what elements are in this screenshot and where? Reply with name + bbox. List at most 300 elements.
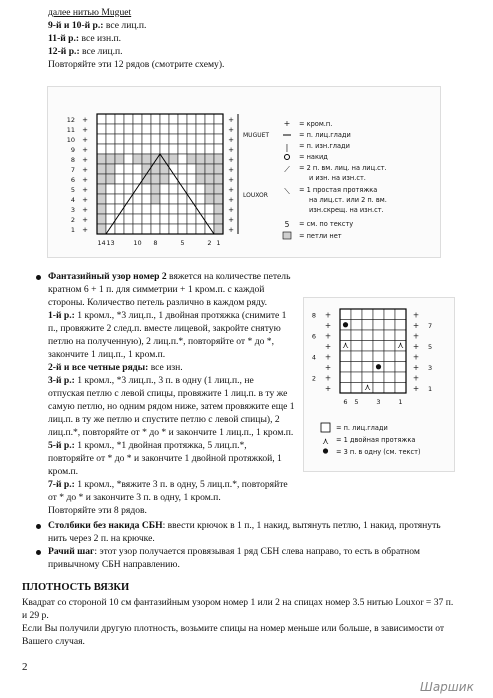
chart1-cell	[214, 144, 223, 154]
chart2-legend-text: = 3 п. в одну (см. текст)	[336, 448, 421, 456]
chart1-legend-text: = 1 простая протяжка	[299, 186, 378, 194]
chart1-row-number: 1	[70, 226, 75, 234]
chart1-cell	[178, 194, 187, 204]
crab-stitch-note: Рачий шаг: этот узор получается провязывая 1 ряд СБН слева направо, то есть в обратном	[48, 546, 420, 557]
pattern2-text-line: п., провяжите 2 след.п. вместе лицевой, закройте снятую	[48, 323, 281, 334]
chart1-cell	[142, 154, 151, 164]
chart2-cell	[373, 372, 384, 383]
chart1-legend-text: и изн. на изн.ст.	[309, 174, 366, 182]
chart1-legend-symbol-no-stitch	[283, 232, 291, 239]
chart1-label-louxor: LOUXOR	[243, 192, 268, 199]
chart2-cell	[340, 351, 351, 362]
chart1-cell	[178, 144, 187, 154]
chart1-legend-text: = 2 п. вм. лиц. на лиц.ст.	[299, 164, 387, 172]
chart1-legend-text: изн.скрещ. на изн.ст.	[309, 206, 384, 214]
chart2-legend-text: = 1 двойная протяжка	[336, 436, 416, 444]
chart1-cell	[187, 214, 196, 224]
chart2-cell	[373, 383, 384, 394]
chart2-edge-mark: +	[412, 341, 420, 351]
chart1-cell	[169, 114, 178, 124]
chart2-edge-mark: +	[324, 310, 332, 320]
chart1-cell	[151, 224, 160, 234]
chart2-legend-symbol-3in1	[323, 448, 328, 453]
chart1-cell	[151, 204, 160, 214]
chart1-legend-symbol-k2tog: ⟋	[284, 165, 290, 174]
chart2-edge-mark: +	[412, 320, 420, 330]
chart1-row-number: 4	[70, 196, 75, 204]
pattern2-text-line: от * до * и закончите 3 п. в одну, 1 кром.п.	[48, 492, 221, 503]
pattern2-text-line: отпуская петлю с левой спицы, провяжите 1 лиц.п. в ту же	[48, 388, 288, 399]
pattern2-row3: 3-й р.: 1 кромл., *3 лиц.п., 3 п. в одну (1 лиц.п., не	[48, 375, 254, 386]
chart1-cell	[106, 204, 115, 214]
chart1-edge-mark: +	[82, 176, 88, 184]
chart1-edge-mark: +	[82, 196, 88, 204]
chart1-cell	[178, 154, 187, 164]
chart1-cell	[97, 144, 106, 154]
pattern2-intro: Фантазийный узор номер 2 вяжется на количестве петель	[48, 271, 291, 282]
chart1-row-number: 10	[66, 136, 75, 144]
chart1-cell	[151, 184, 160, 194]
intro-row-9-10: 9-й и 10-й р.: все лиц.п.	[48, 20, 147, 31]
gauge-text-line: Вашего случая.	[22, 636, 85, 647]
intro-repeat-note: Повторяйте эти 12 рядов (смотрите схему).	[48, 59, 225, 70]
chart1-label-muguet: MUGUET	[243, 132, 270, 139]
chart2-cell	[384, 372, 395, 383]
pattern2-text-line: лиц.п. в ту же петлю и спустите петлю с левой спицы), 2	[48, 414, 280, 425]
chart1-cell	[214, 214, 223, 224]
chart1-cell	[214, 184, 223, 194]
chart2-mark-3in1	[376, 364, 381, 369]
pattern2-text-line: петлю на полученную), 2 лиц.п.*, повторяйте от * до *,	[48, 336, 274, 347]
chart2-cell	[351, 341, 362, 352]
chart1-cell	[97, 154, 106, 164]
chart2-cell	[395, 330, 406, 341]
chart2-edge-mark: +	[324, 383, 332, 393]
chart1-cell	[106, 114, 115, 124]
chart1-cell	[205, 124, 214, 134]
chart1-cell	[214, 114, 223, 124]
chart1-cell	[214, 194, 223, 204]
chart1-cell	[124, 114, 133, 124]
chart1-cell	[97, 204, 106, 214]
chart1-cell	[169, 194, 178, 204]
chart2-cell	[362, 330, 373, 341]
chart1-cell	[142, 214, 151, 224]
chart1-cell	[133, 124, 142, 134]
chart2-cell	[362, 362, 373, 373]
chart1-cell	[196, 174, 205, 184]
chart2-edge-mark: +	[324, 373, 332, 383]
chart1-cell	[214, 124, 223, 134]
chart1-legend-text: на лиц.ст. или 2 п. вм.	[309, 196, 387, 204]
chart1-cell	[160, 184, 169, 194]
chart1-edge-mark: +	[228, 116, 234, 124]
chart1-cell	[214, 224, 223, 234]
chart1-edge-mark: +	[228, 206, 234, 214]
chart1-edge-mark: +	[228, 166, 234, 174]
page-number: 2	[22, 661, 28, 673]
pattern2-text-line: лиц.п.*, повторяйте от * до * и закончите 1 лиц.п., 1 кром.п.	[48, 427, 294, 438]
chart2-cell	[373, 341, 384, 352]
chart1-cell	[97, 214, 106, 224]
pattern2-row7: 7-й р.: 1 кромл., *вяжите 3 п. в одну, 5 лиц.п.*, повторяйте	[48, 479, 288, 490]
chart1-cell	[142, 114, 151, 124]
chart1-cell	[97, 164, 106, 174]
chart1-cell	[187, 154, 196, 164]
chart1-cell	[151, 114, 160, 124]
chart1-legend-symbol-edge: +	[283, 119, 291, 128]
chart1-legend-text: = петли нет	[299, 232, 342, 240]
chart1-cell	[178, 124, 187, 134]
chart1-cell	[160, 214, 169, 224]
chart1-cell	[142, 144, 151, 154]
chart2-cell	[351, 351, 362, 362]
chart1-row-number: 6	[70, 176, 75, 184]
chart1-edge-mark: +	[82, 146, 88, 154]
intro-row-12: 12-й р.: все лиц.п.	[48, 46, 123, 57]
chart2-cell	[362, 341, 373, 352]
chart1-cell	[187, 224, 196, 234]
chart1-cell	[196, 134, 205, 144]
chart2-row-number: 8	[311, 311, 316, 320]
gauge-text-line: Квадрат со стороной 10 см фантазийным узором номер 1 или 2 на спицах номер 3.5 нитью Louxor = 37 п.	[22, 597, 454, 608]
chart1-cell	[115, 174, 124, 184]
chart1-cell	[124, 224, 133, 234]
chart1-cell	[169, 184, 178, 194]
chart2-cell	[395, 383, 406, 394]
chart2-row-number: 5	[428, 342, 433, 351]
chart1-col-number: 8	[153, 239, 158, 247]
chart2-row-number: 1	[428, 384, 433, 393]
chart2-mark-3in1	[343, 322, 348, 327]
chart1-cell	[187, 184, 196, 194]
pattern2-even-rows: 2-й и все четные ряды: все изн.	[48, 362, 183, 373]
chart1-row-number: 8	[70, 156, 75, 164]
chart1-cell	[133, 214, 142, 224]
chart1-cell	[169, 214, 178, 224]
chart1-cell	[205, 114, 214, 124]
chart2-row-number: 3	[428, 363, 433, 372]
chart1-cell	[196, 124, 205, 134]
chart1-cell	[160, 204, 169, 214]
chart2-row-number: 7	[428, 321, 433, 330]
chart1-edge-mark: +	[228, 216, 234, 224]
chart1-cell	[196, 114, 205, 124]
chart1-edge-mark: +	[82, 126, 88, 134]
chart1-cell	[142, 224, 151, 234]
chart2-cell	[373, 320, 384, 331]
chart2-cell	[384, 320, 395, 331]
chart1-row-number: 9	[70, 146, 75, 154]
chart2-cell	[395, 309, 406, 320]
bullet	[36, 524, 41, 529]
chart1-cell	[142, 204, 151, 214]
single-crochet-note: Столбики без накида СБН: ввести крючок в 1 п., 1 накид, вытянуть петлю, 1 накид, протянуть	[48, 520, 441, 531]
chart2-legend-symbol-knit	[321, 423, 330, 432]
chart1-edge-mark: +	[228, 176, 234, 184]
chart1-cell	[115, 224, 124, 234]
chart2-col-number: 5	[354, 398, 359, 406]
chart1-cell	[124, 164, 133, 174]
chart1-cell	[106, 154, 115, 164]
chart1-cell	[187, 144, 196, 154]
pattern2-repeat-note: Повторяйте эти 8 рядов.	[48, 505, 147, 516]
pattern2-text-line: кратном 6 + 1 п. для симметрии + 1 кром.п. с каждой	[48, 284, 265, 295]
chart1-legend-text: = кром.п.	[299, 120, 333, 128]
gauge-heading: ПЛОТНОСТЬ ВЯЗКИ	[22, 582, 130, 593]
chart2-cell	[373, 351, 384, 362]
chart1-col-number: 14	[97, 239, 106, 247]
chart1-col-number: 5	[180, 239, 185, 247]
chart1-cell	[214, 164, 223, 174]
chart1-cell	[97, 114, 106, 124]
chart1-cell	[205, 184, 214, 194]
chart2-cell	[362, 351, 373, 362]
chart1-cell	[169, 154, 178, 164]
chart1-cell	[160, 194, 169, 204]
chart1-cell	[115, 184, 124, 194]
chart2-cell	[395, 372, 406, 383]
chart1-cell	[97, 174, 106, 184]
pattern2-text-line: закончите 1 лиц.п., 1 кром.п.	[48, 349, 166, 360]
chart1-cell	[160, 224, 169, 234]
chart1-cell	[187, 114, 196, 124]
gauge-text-line: и 29 р.	[22, 610, 49, 621]
chart1-cell	[115, 154, 124, 164]
chart1-cell	[196, 184, 205, 194]
chart2-cell	[384, 351, 395, 362]
chart2-edge-mark: +	[324, 320, 332, 330]
chart2-row-number: 2	[311, 374, 316, 383]
chart2-col-number: 3	[376, 398, 381, 406]
chart2-col-number: 1	[398, 398, 403, 406]
chart2-cell	[395, 362, 406, 373]
chart1-cell	[115, 164, 124, 174]
bullet	[36, 550, 41, 555]
chart1-cell	[151, 174, 160, 184]
bullet	[36, 275, 41, 280]
chart1-cell	[115, 144, 124, 154]
chart1-cell	[133, 144, 142, 154]
chart1-col-number: 10	[133, 239, 142, 247]
chart2-cell	[384, 330, 395, 341]
intro-row-11: 11-й р.: все изн.п.	[48, 33, 122, 44]
chart1-cell	[115, 114, 124, 124]
chart2-cell	[340, 309, 351, 320]
pattern2-text-line: кром.п.	[48, 466, 79, 477]
chart1-cell	[133, 194, 142, 204]
chart1-edge-mark: +	[82, 216, 88, 224]
chart2-mark-dbl-dec: ⋏	[397, 340, 404, 351]
chart1-row-number: 11	[66, 126, 75, 134]
chart1-edge-mark: +	[82, 186, 88, 194]
chart1-cell	[124, 124, 133, 134]
chart2-edge-mark: +	[412, 383, 420, 393]
chart1-cell	[151, 124, 160, 134]
chart1-cell	[196, 144, 205, 154]
chart1-edge-mark: +	[82, 226, 88, 234]
chart1-edge-mark: +	[82, 156, 88, 164]
chart1-cell	[133, 164, 142, 174]
chart2-edge-mark: +	[412, 362, 420, 372]
chart1-cell	[214, 154, 223, 164]
chart1-cell	[160, 174, 169, 184]
chart2-cell	[351, 372, 362, 383]
chart2-cell	[351, 309, 362, 320]
chart1-cell	[97, 224, 106, 234]
chart1-cell	[160, 144, 169, 154]
chart1-cell	[133, 114, 142, 124]
chart1-legend-symbol-yo	[285, 155, 290, 160]
chart2-cell	[384, 341, 395, 352]
pattern2-text-line: стороны. Количество петель различно в каждом ряду.	[48, 297, 267, 308]
chart2-edge-mark: +	[412, 310, 420, 320]
chart1-cell	[187, 164, 196, 174]
chart1-cell	[169, 134, 178, 144]
chart1-edge-mark: +	[228, 196, 234, 204]
chart1-cell	[214, 174, 223, 184]
chart1-cell	[115, 134, 124, 144]
chart1-cell	[115, 194, 124, 204]
chart1-legend-symbol-skp: ⟍	[284, 187, 290, 196]
chart1-edge-mark: +	[82, 166, 88, 174]
chart1-cell	[196, 224, 205, 234]
chart2-cell	[362, 320, 373, 331]
chart1-cell	[151, 194, 160, 204]
chart1-cell	[151, 214, 160, 224]
chart1-cell	[160, 114, 169, 124]
chart1-cell	[178, 114, 187, 124]
single-crochet-note-line: нить через 2 п. на крючке.	[48, 533, 155, 544]
pattern2-row1: 1-й р.: 1 кромл., *3 лиц.п., 1 двойная протяжка (снимите 1	[48, 310, 287, 321]
chart1-cell	[169, 204, 178, 214]
chart2-edge-mark: +	[412, 331, 420, 341]
chart1-row-number: 2	[70, 216, 75, 224]
chart1-cell	[178, 164, 187, 174]
chart2-cell	[351, 362, 362, 373]
chart1-cell	[205, 164, 214, 174]
chart1-row-number: 12	[66, 116, 75, 124]
chart1-edge-mark: +	[82, 136, 88, 144]
chart1-cell	[106, 164, 115, 174]
chart1-cell	[124, 144, 133, 154]
chart2-mark-dbl-dec: ⋏	[364, 382, 371, 393]
chart2-cell	[362, 372, 373, 383]
pattern2-text-line: самую петлю, но одним рядом ниже, затем провяжите еще 1	[48, 401, 295, 412]
chart1-cell	[205, 194, 214, 204]
chart1-cell	[97, 184, 106, 194]
chart1-cell	[115, 124, 124, 134]
chart1-cell	[196, 164, 205, 174]
chart1-cell	[133, 154, 142, 164]
crab-stitch-note-line: привычному СБН направлению.	[48, 559, 180, 570]
chart2-knitting-diagram	[303, 297, 453, 470]
chart2-legend-symbol-dbl-dec: ⋏	[322, 437, 329, 447]
chart2-edge-mark: +	[324, 362, 332, 372]
chart1-cell	[169, 144, 178, 154]
chart1-cell	[178, 224, 187, 234]
chart2-cell	[362, 309, 373, 320]
chart1-cell	[142, 194, 151, 204]
chart1-cell	[151, 134, 160, 144]
chart2-row-number: 6	[311, 332, 316, 341]
chart1-row-number: 5	[70, 186, 75, 194]
chart1-cell	[205, 134, 214, 144]
chart2-cell	[340, 362, 351, 373]
chart2-edge-mark: +	[324, 341, 332, 351]
chart1-col-number: 2	[207, 239, 212, 247]
chart1-cell	[178, 214, 187, 224]
chart1-cell	[106, 124, 115, 134]
chart1-cell	[124, 134, 133, 144]
chart1-cell	[187, 124, 196, 134]
chart2-cell	[384, 383, 395, 394]
chart1-edge-mark: +	[228, 146, 234, 154]
chart1-cell	[133, 224, 142, 234]
chart1-cell	[169, 224, 178, 234]
chart2-col-number: 6	[343, 398, 348, 406]
chart1-cell	[205, 174, 214, 184]
chart1-cell	[187, 134, 196, 144]
chart1-cell	[124, 174, 133, 184]
chart1-cell	[106, 144, 115, 154]
chart1-edge-mark: +	[228, 126, 234, 134]
chart1-cell	[97, 124, 106, 134]
chart2-edge-mark: +	[412, 352, 420, 362]
chart1-cell	[169, 124, 178, 134]
chart1-cell	[97, 134, 106, 144]
chart1-legend-text: = см. по тексту	[299, 220, 354, 228]
chart1-cell	[214, 134, 223, 144]
chart1-legend-symbol-number: 5	[284, 220, 290, 229]
chart2-edge-mark: +	[412, 373, 420, 383]
chart2-edge-mark: +	[324, 331, 332, 341]
chart1-cell	[106, 174, 115, 184]
chart1-row-number: 7	[70, 166, 75, 174]
chart1-col-number: 1	[216, 239, 221, 247]
chart2-cell	[351, 330, 362, 341]
chart2-cell	[373, 330, 384, 341]
chart1-knitting-diagram	[47, 86, 439, 256]
chart1-legend-text: = п. лиц.глади	[299, 131, 351, 139]
chart1-cell	[160, 124, 169, 134]
chart2-cell	[395, 320, 406, 331]
chart2-cell	[384, 309, 395, 320]
chart2-cell	[384, 362, 395, 373]
chart2-cell	[340, 330, 351, 341]
chart1-cell	[97, 194, 106, 204]
chart1-col-number: 13	[106, 239, 115, 247]
chart1-cell	[160, 134, 169, 144]
gauge-text-line: Если Вы получили другую плотность, возьмите спицы на номер меньше или больше, в зависимости от	[22, 623, 445, 634]
chart2-mark-dbl-dec: ⋏	[342, 340, 349, 351]
chart1-legend-symbol-purl: |	[285, 143, 289, 152]
watermark: Шаршик	[420, 680, 474, 694]
chart1-cell	[205, 144, 214, 154]
chart2-cell	[340, 372, 351, 383]
chart2-cell	[373, 309, 384, 320]
chart2-cell	[340, 383, 351, 394]
chart1-cell	[133, 204, 142, 214]
chart1-cell	[106, 194, 115, 204]
chart1-cell	[205, 204, 214, 214]
chart1-edge-mark: +	[228, 136, 234, 144]
chart1-cell	[124, 214, 133, 224]
chart1-edge-mark: +	[228, 186, 234, 194]
chart1-row-number: 3	[70, 206, 75, 214]
pattern2-row5: 5-й р.: 1 кромл., *1 двойная протяжка, 5 лиц.п.*,	[48, 440, 247, 451]
chart2-legend-text: = п. лиц.глади	[336, 424, 388, 432]
